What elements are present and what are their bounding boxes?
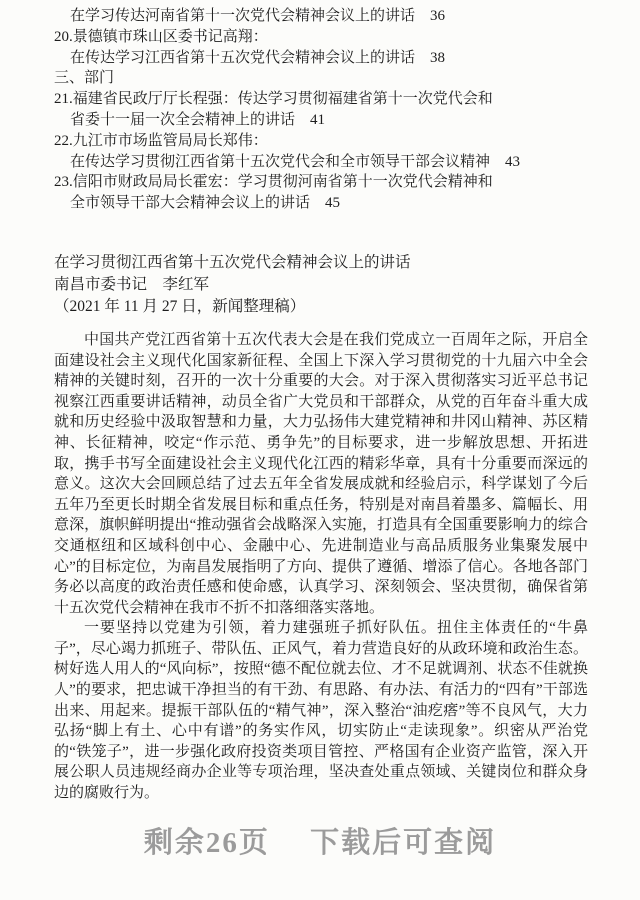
toc-line: 省委十一届一次全会精神上的讲话 41	[70, 111, 326, 128]
remaining-pages-watermark: 剩余26页 下载后可查阅	[143, 827, 497, 859]
body-paragraph: 一要坚持以党建为引领，着力建强班子抓好队伍。扭住主体责任的“牛鼻子”，尽心竭力抓班子、带队伍、正风气，着力营造良好的从政环境和政治生态。树好选人用人的“风向标”，按照“德不配位就去位、才不足就调剂、状态不佳就换人”的要求，把忠诚干净担当的有干劲、有思路、有办法、有活力的“四有”干部选出来、用起来。提振干部队伍的“精气神”，深入整治“油疙瘩”等不良风气，大力弘扬“脚上有土、心中有谱”的务实作风，切实防止“走读现象”。织密从严治党的“铁笼子”，进一步强化政府投资类项目管控、严格国有企业资产监管，深入开展公职人员违规经商办企业等专项治理，坚决查处重点领域、关键岗位和群众身边的腐败行为。	[54, 620, 588, 802]
toc-entry: 20.景德镇市珠山区委书记高翔：	[54, 28, 268, 45]
article-author: 南昌市委书记 李红军	[54, 275, 210, 293]
toc-line: 全市领导干部大会精神会议上的讲话 45	[70, 195, 341, 212]
article-header	[54, 252, 588, 318]
toc-line: 在传达学习江西省第十五次党代会精神会议上的讲话 38	[70, 49, 446, 66]
toc-section	[54, 6, 588, 214]
toc-entry: 23.信阳市财政局局长霍宏：学习贯彻河南省第十一次党代会精神和	[54, 174, 493, 191]
article-body	[54, 330, 588, 804]
toc-entry: 22.九江市市场监管局局长郑伟：	[54, 132, 268, 149]
article-date-note: （2021 年 11 月 27 日，新闻整理稿）	[54, 297, 306, 315]
toc-line: 在学习传达河南省第十一次党代会精神会议上的讲话 36	[70, 8, 446, 24]
toc-line: 在传达学习贯彻江西省第十五次党代会和全市领导干部会议精神 43	[70, 153, 521, 170]
toc-entry: 21.福建省民政厅厅长程强：传达学习贯彻福建省第十一次党代会和	[54, 91, 493, 108]
article-title: 在学习贯彻江西省第十五次党代会精神会议上的讲话	[54, 253, 411, 271]
toc-section-heading: 三、部门	[54, 70, 115, 87]
body-paragraph: 中国共产党江西省第十五次代表大会是在我们党成立一百周年之际，开启全面建设社会主义现代化国家新征程、全国上下深入学习贯彻党的十九届六中全会精神的关键时刻，召开的一次十分重要的大会。对于深入贯彻落实习近平总书记视察江西重要讲话精神，动员全省广大党员和干部群众，从党的百年奋斗重大成就和历史经验中汲取智慧和力量，大力弘扬伟大建党精神和井冈山精神、苏区精神、长征精神，咬定“作示范、勇争先”的目标要求，进一步解放思想、开拓进取，携手书写全面建设社会主义现代化江西的精彩华章，具有十分重要而深远的意义。这次大会回顾总结了过去五年全省发展成就和经验启示，科学谋划了今后五年乃至更长时期全省发展目标和重点任务，特别是对南昌着墨多、篇幅长、用意深，旗帜鲜明提出“推动强省会战略深入实施，打造具有全国重要影响力的综合交通枢纽和区域科创中心、金融中心、先进制造业与高品质服务业集聚发展中心”的目标定位，为南昌发展指明了方向、提供了遵循、增添了信心。各地各部门务必以高度的政治责任感和使命感，认真学习、深刻领会、坚决贯彻，确保省第十五次党代会精神在我市不折不扣落细落实落地。	[54, 331, 588, 616]
